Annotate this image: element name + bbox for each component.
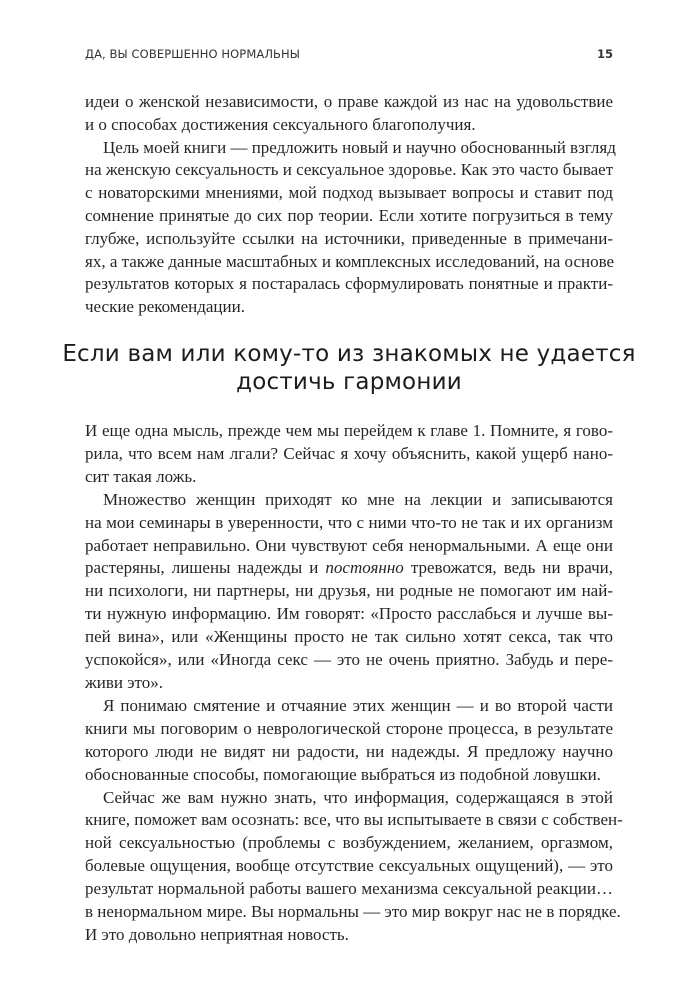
running-head [85, 47, 613, 63]
text-line: сит такая ложь. [85, 466, 197, 486]
text-line: результат нормальной работы вашего механизма сексуальной реакции… [85, 879, 613, 899]
text-line: книге, поможет вам осознать: все, что вы испытываете в связи с собствен- [85, 810, 623, 830]
text-line: результатов которых я постаралась сформулировать понятные и практи- [85, 274, 613, 294]
text-line: которого люди не видят ни радости, ни надежды. Я предложу научно [85, 741, 613, 761]
text-line: ной сексуальностью (проблемы с возбуждением, желанием, оргазмом, [85, 833, 613, 853]
text-line: болевые ощущения, вообще отсутствие сексуальных ощущений), — это [85, 856, 613, 876]
text-line: идеи о женской независимости, о праве каждой из нас на удовольствие [85, 92, 613, 111]
body-text-before-heading [85, 91, 616, 319]
text-line: книги мы поговорим о неврологической стороне процесса, в результате [85, 718, 613, 738]
text-line [85, 557, 613, 580]
text-line: ти нужную информацию. Им говорят: «Просто расслабься и лучше вы- [85, 604, 613, 624]
paragraph [85, 91, 613, 137]
text-line: обоснованные способы, помогающие выбраться из подобной ловушки. [85, 764, 601, 784]
page-number: 15 [596, 47, 613, 61]
text-line: ни психологи, ни партнеры, ни друзья, ни родные не помогают им най- [85, 581, 613, 601]
text-line: успокойся», или «Иногда секс — это не очень приятно. Забудь и пере- [85, 650, 613, 670]
text-line: Сейчас же вам нужно знать, что информация, содержащаяся в этой [103, 787, 613, 807]
emphasized-text: постоянно [325, 558, 404, 578]
text-line: и о способах достижения сексуального благополучия. [85, 114, 476, 134]
body-text-after-heading [85, 420, 623, 947]
text-line: Я понимаю смятение и отчаяние этих женщин — и во второй части [103, 695, 613, 715]
text-line: в ненормальном мире. Вы нормальны — это мир вокруг нас не в порядке. [85, 902, 621, 922]
paragraph [85, 137, 616, 319]
text-line: ях, а также данные масштабных и комплексных исследований, на основе [85, 251, 615, 271]
text-segment: растеряны, лишены надежды и [85, 558, 326, 578]
section-heading-line: достичь гармонии [236, 369, 462, 395]
text-line: И это довольно неприятная новость. [85, 924, 349, 944]
section-heading [60, 340, 638, 396]
text-line: глубже, используйте ссылки на источники, приведенные в примечани- [85, 228, 613, 248]
paragraph [85, 420, 613, 489]
text-line: живи это». [85, 672, 163, 692]
paragraph [85, 489, 613, 695]
text-line: И еще одна мысль, прежде чем мы перейдем к главе 1. Помните, я гово- [85, 421, 613, 440]
text-segment: тревожатся, ведь ни врачи, [403, 558, 613, 578]
paragraph [85, 695, 613, 787]
text-line: пей вина», или «Женщины просто не так сильно хотят секса, так что [85, 627, 613, 647]
text-line: ческие рекомендации. [85, 297, 245, 317]
text-line: сомнение принятые до сих пор теории. Если хотите погрузиться в тему [85, 205, 613, 225]
paragraph [85, 787, 623, 947]
text-line: с новаторскими мнениями, мой подход вызывает вопросы и ставит под [85, 183, 613, 203]
text-line: рила, что всем нам лгали? Сейчас я хочу объяснить, какой ущерб нано- [85, 443, 613, 463]
text-line: Цель моей книги — предложить новый и научно обоснованный взгляд [103, 137, 616, 157]
running-head-title: ДА, ВЫ СОВЕРШЕННО НОРМАЛЬНЫ [85, 47, 301, 61]
text-line: работает неправильно. Они чувствуют себя ненормальными. А еще они [85, 535, 613, 555]
text-line: Множество женщин приходят ко мне на лекции и записываются [103, 489, 613, 509]
section-heading-line: Если вам или кому-то из знакомых не удается [62, 341, 636, 367]
text-line: на женскую сексуальность и сексуальное здоровье. Как это часто бывает [85, 160, 614, 180]
text-line: на мои семинары в уверенности, что с ними что-то не так и их организм [85, 512, 613, 532]
